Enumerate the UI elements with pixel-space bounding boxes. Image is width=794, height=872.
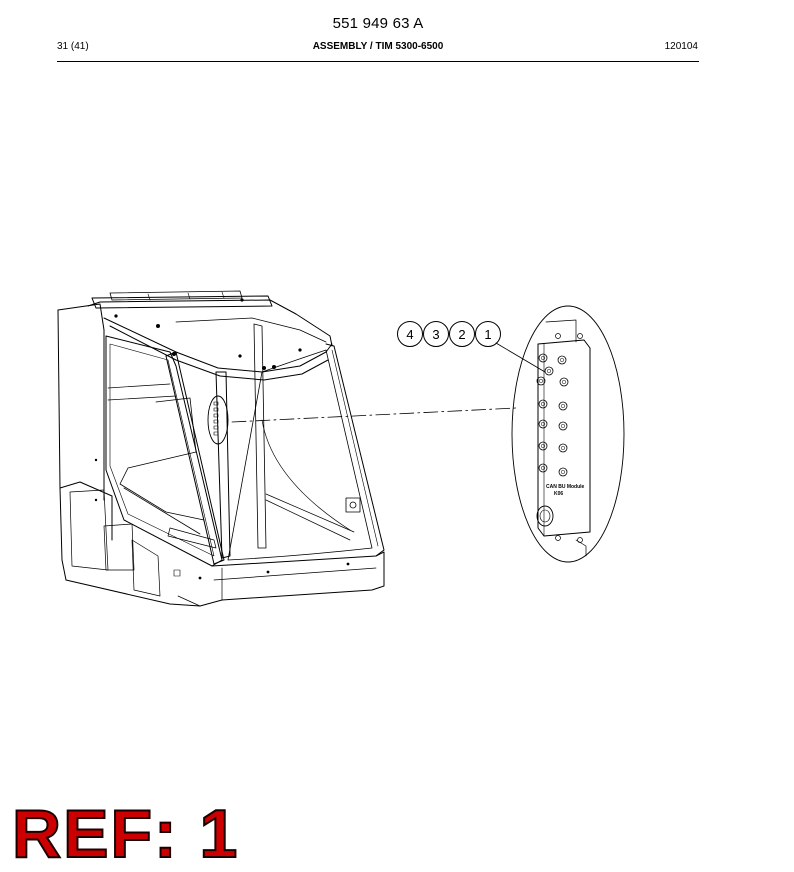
detail-view [512,306,624,562]
callout-bubbles [398,322,546,373]
module-sublabel: K06 [554,491,564,497]
callout-1: 1 [484,327,492,342]
cab-illustration [58,291,384,606]
module-label: CAN BU Module [546,484,585,490]
document-title: ASSEMBLY / TIM 5300-6500 [312,41,444,52]
callout-3: 3 [432,327,440,342]
ref-label: REF: 1 [12,796,240,872]
callout-4: 4 [406,327,414,342]
page-number: 31 (41) [57,41,89,52]
leader-line [232,408,516,422]
callout-2: 2 [458,327,466,342]
document-date: 120104 [664,41,698,52]
document-number: 551 949 63 A [332,15,424,32]
